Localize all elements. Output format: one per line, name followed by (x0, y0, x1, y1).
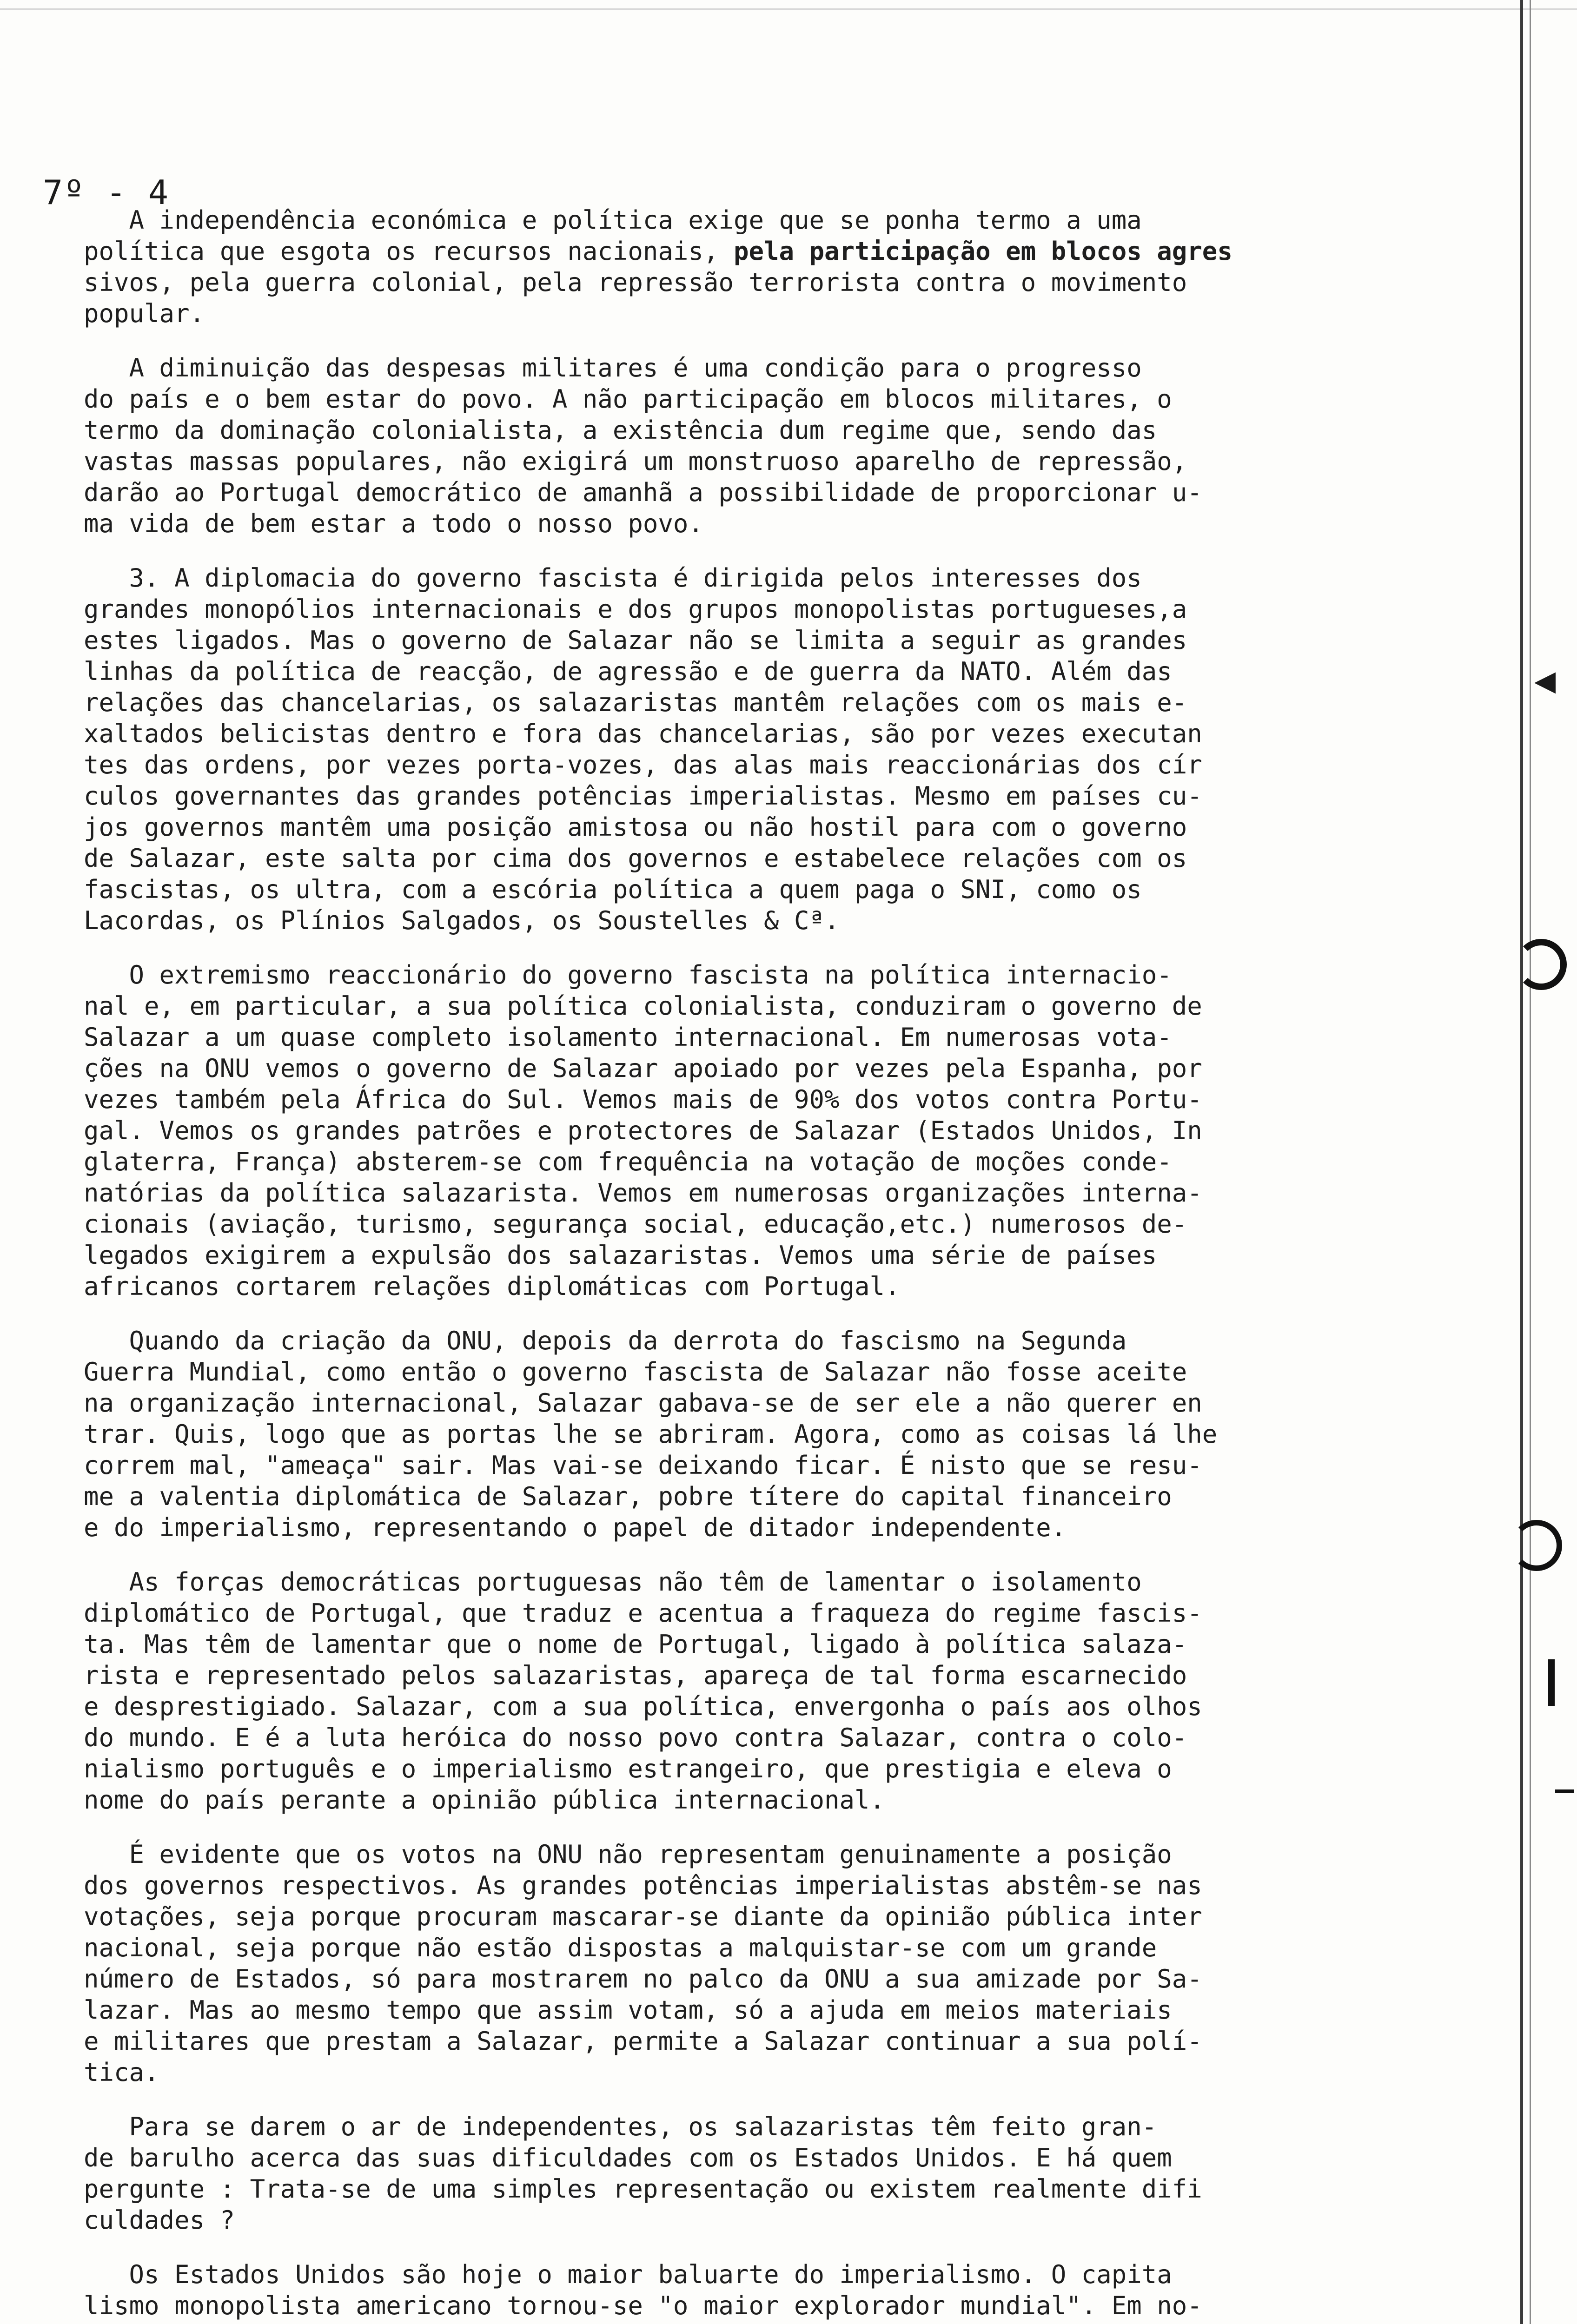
line-text: africanos cortarem relações diplomáticas com Portugal. (84, 1272, 900, 1301)
text-line (84, 1722, 1432, 1753)
line-text: xaltados belicistas dentro e fora das chancelarias, são por vezes executan (84, 719, 1202, 748)
text-line (84, 236, 1432, 267)
line-text: glaterra, França) absterem-se com frequência na votação de moções conde- (84, 1147, 1172, 1176)
text-line (84, 1240, 1432, 1271)
paragraph (84, 352, 1432, 539)
page-number: 7º - 4 (43, 173, 170, 212)
text-line (84, 1963, 1432, 1994)
line-text: popular. (84, 299, 205, 328)
paragraph (84, 1566, 1432, 1816)
line-text: diplomático de Portugal, que traduz e acentua a fraqueza do regime fascis- (84, 1598, 1202, 1628)
line-text: culdades ? (84, 2205, 235, 2235)
text-line (84, 625, 1432, 656)
text-line (84, 1839, 1432, 1870)
line-text: vezes também pela África do Sul. Vemos mais de 90% dos votos contra Portu- (84, 1085, 1202, 1114)
paragraph (84, 562, 1432, 936)
text-line (84, 508, 1432, 539)
line-text: 3. A diplomacia do governo fascista é dirigida pelos interesses dos (84, 563, 1142, 593)
text-line (84, 1660, 1432, 1691)
line-text: de Salazar, este salta por cima dos governos e estabelece relações com os (84, 844, 1187, 873)
line-text: nal e, em particular, a sua política colonialista, conduziram o governo de (84, 991, 1202, 1021)
text-line (84, 1870, 1432, 1901)
line-text: e militares que prestam a Salazar, permite a Salazar continuar a sua polí- (84, 2027, 1202, 2056)
text-line (84, 843, 1432, 874)
line-text: correm mal, "ameaça" sair. Mas vai-se deixando ficar. É nisto que se resu- (84, 1451, 1202, 1480)
line-text: dos governos respectivos. As grandes potências imperialistas abstêm-se nas (84, 1871, 1202, 1900)
margin-hole-punch-mark (1511, 1520, 1562, 1571)
text-line (84, 2026, 1432, 2057)
line-text: As forças democráticas portuguesas não têm de lamentar o isolamento (84, 1567, 1142, 1597)
text-line (84, 2142, 1432, 2173)
margin-dash-mark (1555, 1789, 1574, 1793)
line-text: nome do país perante a opinião pública internacional. (84, 1785, 885, 1815)
text-line (84, 1325, 1432, 1356)
text-line (84, 656, 1432, 687)
line-text: vastas massas populares, não exigirá um monstruoso aparelho de repressão, (84, 447, 1187, 476)
margin-arrow-mark: ◀ (1534, 665, 1556, 697)
line-text: nialismo português e o imperialismo estrangeiro, que prestigia e eleva o (84, 1754, 1172, 1783)
text-line (84, 446, 1432, 477)
line-text: Para se darem o ar de independentes, os salazaristas têm feito gran- (84, 2112, 1157, 2141)
text-line (84, 1387, 1432, 1419)
line-text: ções na ONU vemos o governo de Salazar apoiado por vezes pela Espanha, por (84, 1054, 1202, 1083)
text-line (84, 2111, 1432, 2142)
line-text: trar. Quis, logo que as portas lhe se abriram. Agora, como as coisas lá lhe (84, 1419, 1218, 1449)
bold-emphasis: pela participação em blocos agres (733, 237, 1232, 266)
line-text: ta. Mas têm de lamentar que o nome de Portugal, ligado à política salaza- (84, 1630, 1187, 1659)
paragraph (84, 2111, 1432, 2236)
text-line (84, 1053, 1432, 1084)
line-text: grandes monopólios internacionais e dos grupos monopolistas portugueses,a (84, 594, 1187, 624)
text-line (84, 959, 1432, 990)
line-text: lismo monopolista americano tornou-se "o maior explorador mundial". Em no- (84, 2291, 1202, 2320)
line-text: Salazar a um quase completo isolamento internacional. Em numerosas vota- (84, 1023, 1172, 1052)
line-text: Os Estados Unidos são hoje o maior baluarte do imperialismo. O capita (84, 2260, 1172, 2289)
text-line (84, 812, 1432, 843)
text-line (84, 383, 1432, 415)
text-line (84, 2057, 1432, 2088)
text-line (84, 1419, 1432, 1450)
line-text: A diminuição das despesas militares é uma condição para o progresso (84, 353, 1142, 383)
text-line (84, 1450, 1432, 1481)
text-line (84, 1901, 1432, 1932)
line-text: nacional, seja porque não estão dispostas a malquistar-se com um grande (84, 1933, 1157, 1962)
text-line (84, 1753, 1432, 1784)
text-line (84, 477, 1432, 508)
line-text: me a valentia diplomática de Salazar, pobre títere do capital financeiro (84, 1482, 1172, 1511)
line-text: política que esgota os recursos nacionais, (84, 237, 734, 266)
text-line (84, 1208, 1432, 1240)
line-text: cionais (aviação, turismo, segurança social, educação,etc.) numerosos de- (84, 1209, 1187, 1239)
document-body (84, 205, 1432, 2324)
line-text: É evidente que os votos na ONU não representam genuinamente a posição (84, 1840, 1172, 1869)
text-line (84, 2290, 1432, 2321)
margin-hole-punch-mark (1516, 939, 1567, 990)
text-line (84, 415, 1432, 446)
line-text: na organização internacional, Salazar gabava-se de ser ele a não querer en (84, 1388, 1202, 1418)
text-line (84, 1022, 1432, 1053)
text-line (84, 990, 1432, 1022)
right-margin-rule (1520, 0, 1523, 2324)
text-line (84, 1691, 1432, 1722)
line-text: relações das chancelarias, os salazaristas mantêm relações com os mais e- (84, 688, 1187, 717)
line-text: votações, seja porque procuram mascarar-se diante da opinião pública inter (84, 1902, 1202, 1931)
text-line (84, 749, 1432, 780)
text-line (84, 2205, 1432, 2236)
line-text: Lacordas, os Plínios Salgados, os Soustelles & Cª. (84, 906, 840, 935)
text-line (84, 352, 1432, 383)
line-text: lazar. Mas ao mesmo tempo que assim votam, só a ajuda em meios materiais (84, 1995, 1172, 2025)
paragraph (84, 2259, 1432, 2321)
text-line (84, 1512, 1432, 1543)
paragraph (84, 959, 1432, 1302)
line-text: pergunte : Trata-se de uma simples representação ou existem realmente difi (84, 2174, 1202, 2204)
text-line (84, 205, 1432, 236)
line-text: estes ligados. Mas o governo de Salazar não se limita a seguir as grandes (84, 626, 1187, 655)
line-text: ma vida de bem estar a todo o nosso povo. (84, 509, 703, 538)
paragraph (84, 1839, 1432, 2088)
line-text: e do imperialismo, representando o papel de ditador independente. (84, 1513, 1067, 1542)
line-text: de barulho acerca das suas dificuldades com os Estados Unidos. E há quem (84, 2143, 1172, 2172)
text-line (84, 267, 1432, 298)
text-line (84, 1932, 1432, 1963)
text-line (84, 1356, 1432, 1387)
text-line (84, 1784, 1432, 1816)
text-line (84, 1481, 1432, 1512)
line-text: do mundo. E é a luta heróica do nosso povo contra Salazar, contra o colo- (84, 1723, 1187, 1752)
text-line (84, 1115, 1432, 1146)
text-line (84, 1084, 1432, 1115)
line-text: natórias da política salazarista. Vemos em numerosas organizações interna- (84, 1178, 1202, 1208)
line-text: sivos, pela guerra colonial, pela repressão terrorista contra o movimento (84, 268, 1187, 297)
line-text: O extremismo reaccionário do governo fascista na política internacio- (84, 960, 1172, 990)
paragraph (84, 205, 1432, 329)
text-line (84, 1994, 1432, 2026)
text-line (84, 687, 1432, 718)
text-line (84, 718, 1432, 749)
paragraph (84, 1325, 1432, 1543)
line-text: linhas da política de reacção, de agressão e de guerra da NATO. Além das (84, 657, 1172, 686)
top-edge-line (0, 8, 1577, 10)
text-line (84, 874, 1432, 905)
text-line (84, 562, 1432, 594)
text-line (84, 2259, 1432, 2290)
text-line (84, 1629, 1432, 1660)
text-line (84, 1566, 1432, 1598)
line-text: número de Estados, só para mostrarem no palco da ONU a sua amizade por Sa- (84, 1964, 1202, 1994)
line-text: Quando da criação da ONU, depois da derrota do fascismo na Segunda (84, 1326, 1127, 1355)
text-line (84, 1271, 1432, 1302)
line-text: darão ao Portugal democrático de amanhã a possibilidade de proporcionar u- (84, 478, 1202, 507)
text-line (84, 1146, 1432, 1177)
text-line (84, 594, 1432, 625)
text-line (84, 905, 1432, 936)
text-line (84, 1177, 1432, 1208)
text-line (84, 1598, 1432, 1629)
line-text: e desprestigiado. Salazar, com a sua política, envergonha o país aos olhos (84, 1692, 1202, 1721)
line-text: Guerra Mundial, como então o governo fascista de Salazar não fosse aceite (84, 1357, 1187, 1386)
text-line (84, 780, 1432, 812)
line-text: tes das ordens, por vezes porta-vozes, das alas mais reaccionárias dos cír (84, 750, 1202, 779)
right-margin-rule-secondary (1530, 0, 1531, 2324)
line-text: legados exigirem a expulsão dos salazaristas. Vemos uma série de países (84, 1241, 1157, 1270)
line-text: tica. (84, 2058, 159, 2087)
line-text: gal. Vemos os grandes patrões e protectores de Salazar (Estados Unidos, In (84, 1116, 1202, 1145)
line-text: do país e o bem estar do povo. A não participação em blocos militares, o (84, 384, 1172, 414)
line-text: rista e representado pelos salazaristas, apareça de tal forma escarnecido (84, 1661, 1187, 1690)
line-text: termo da dominação colonialista, a existência dum regime que, sendo das (84, 416, 1157, 445)
text-line (84, 298, 1432, 329)
line-text: jos governos mantêm uma posição amistosa ou não hostil para com o governo (84, 812, 1187, 842)
text-line (84, 2173, 1432, 2205)
line-text: A independência económica e política exige que se ponha termo a uma (84, 205, 1142, 235)
line-text: fascistas, os ultra, com a escória política a quem paga o SNI, como os (84, 875, 1142, 904)
margin-vertical-mark (1548, 1659, 1555, 1706)
line-text: culos governantes das grandes potências imperialistas. Mesmo em países cu- (84, 781, 1202, 811)
